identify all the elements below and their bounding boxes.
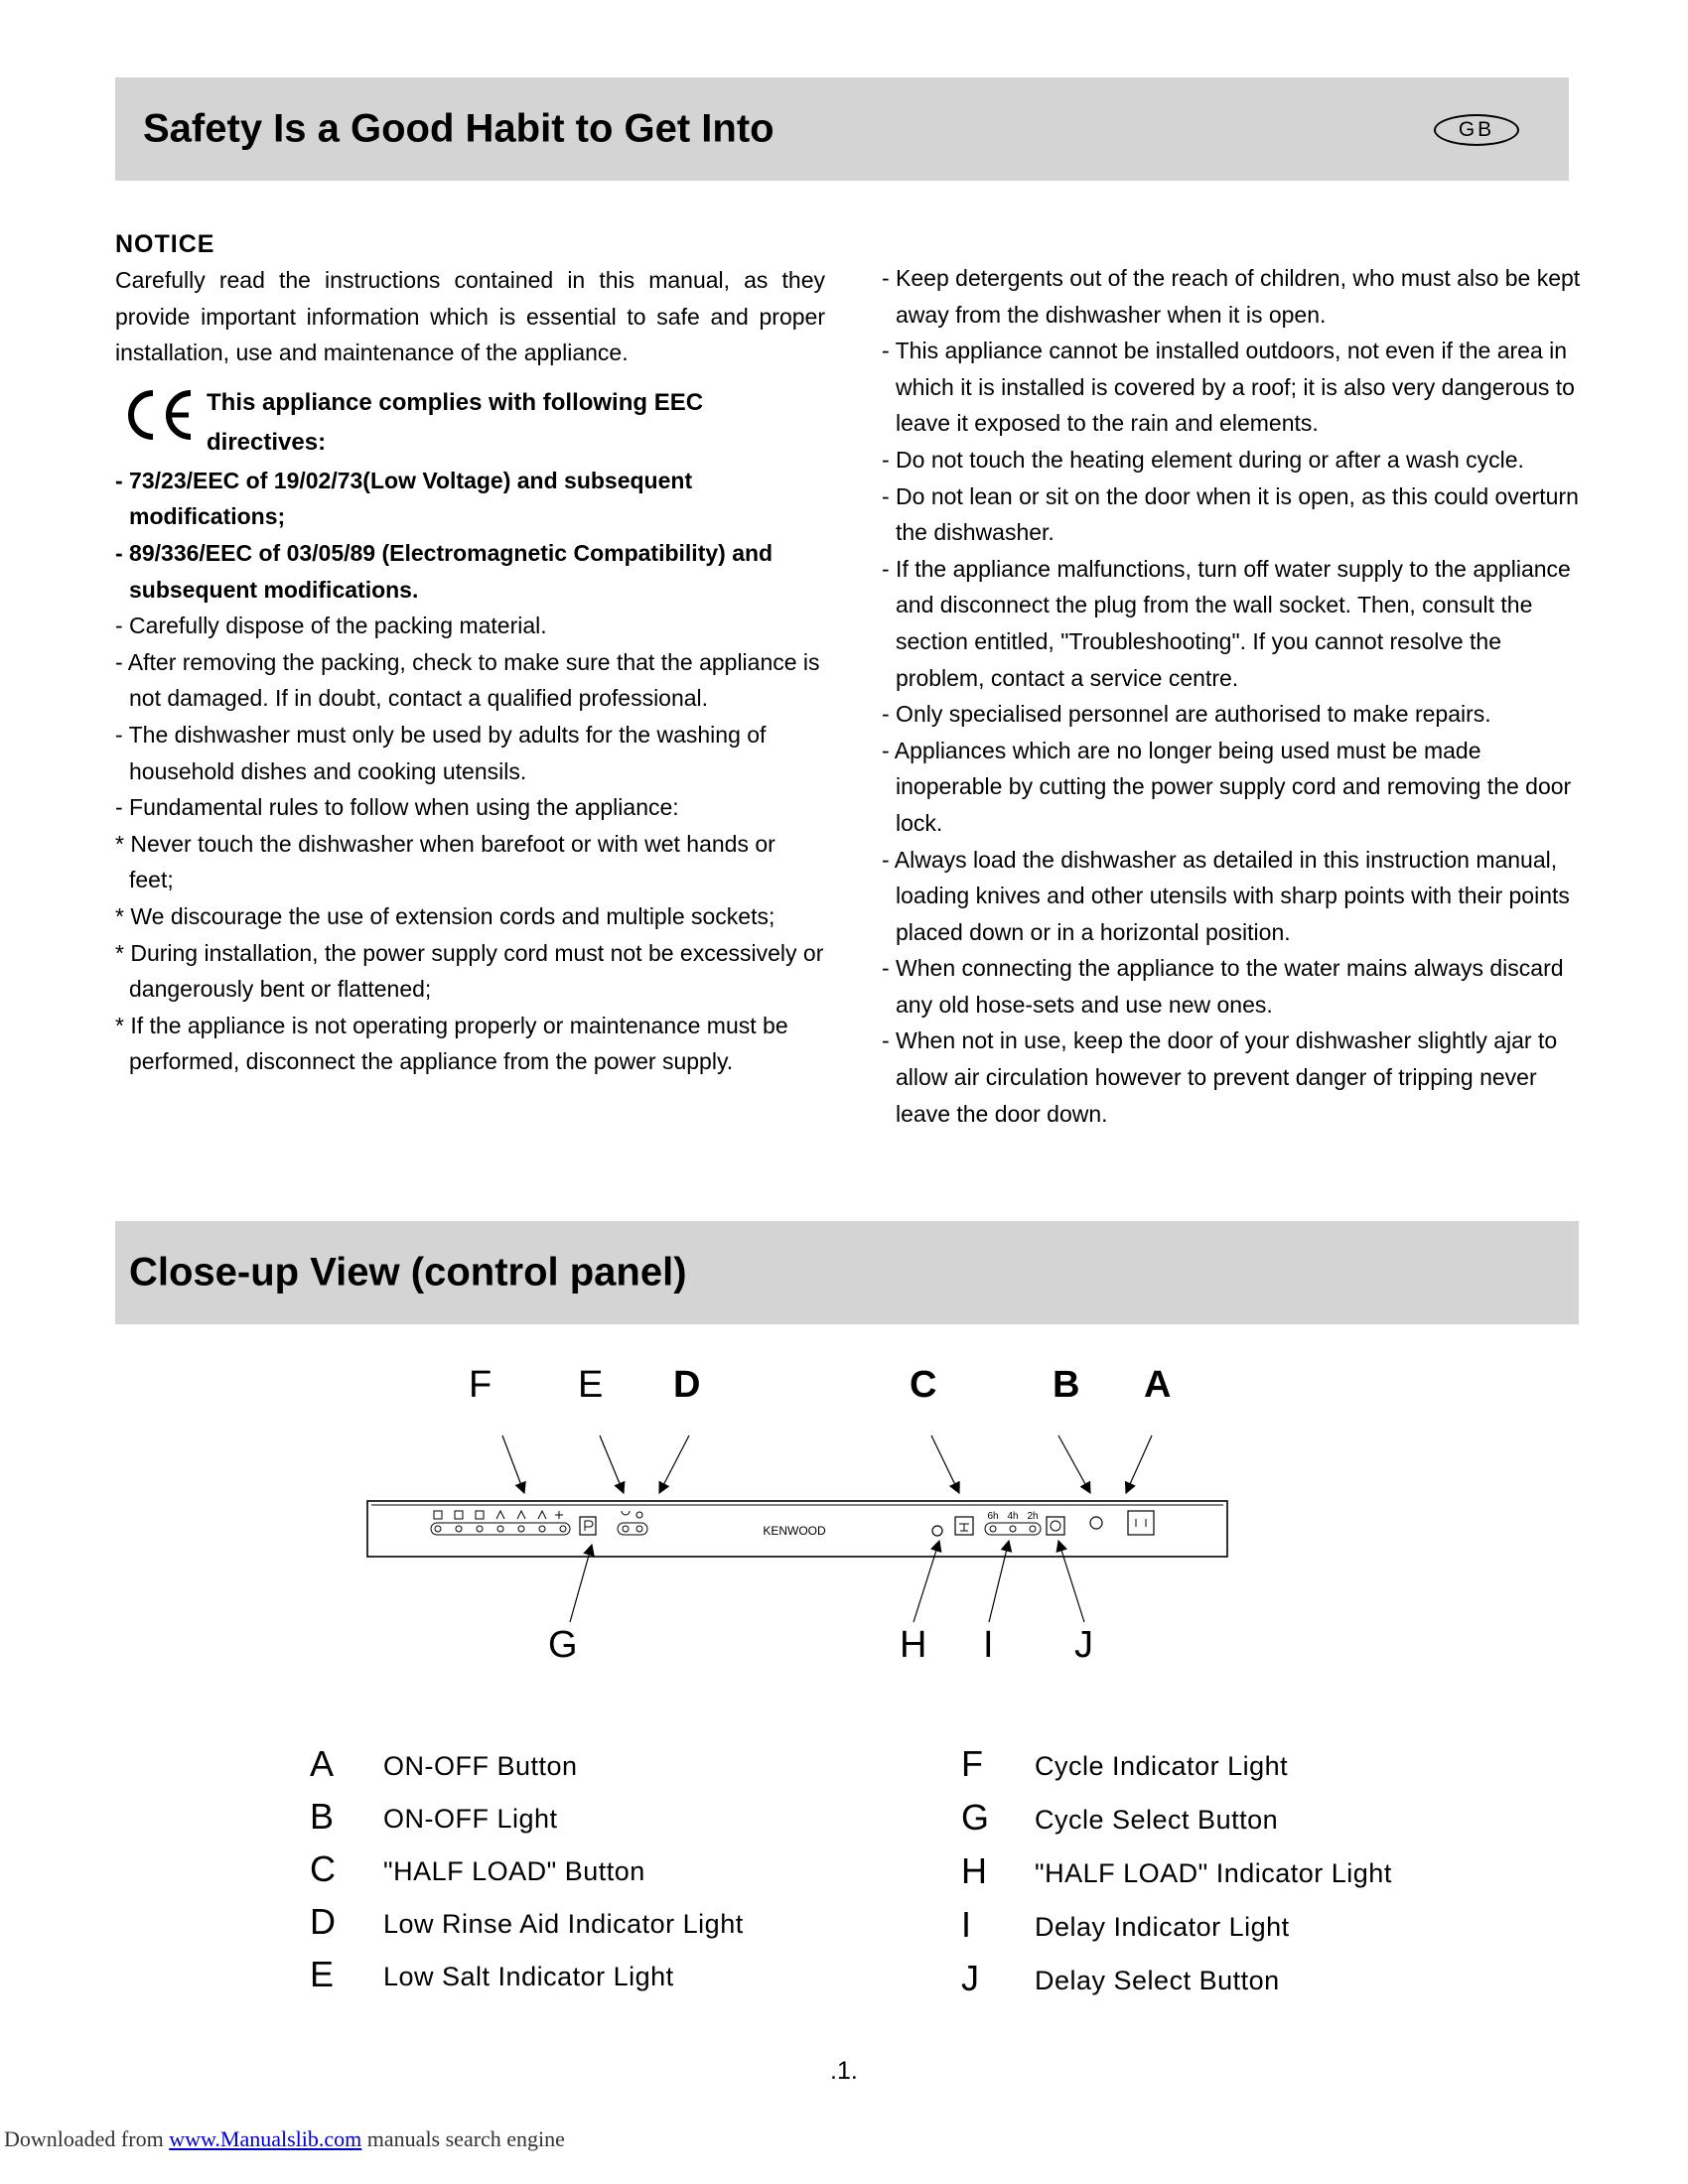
- safety-item: - If the appliance malfunctions, turn off water supply to the appliance and disconnect the plug from the wall socket. Then, consult the section entitled, "Troubleshooting". If you cannot resolve the problem, contact a service centre.: [882, 555, 1571, 691]
- callout-label-g: G: [548, 1624, 578, 1666]
- delay-label: 4h: [1007, 1511, 1019, 1522]
- on-off-button[interactable]: [1128, 1511, 1154, 1535]
- legend-text: Cycle Select Button: [1035, 1805, 1279, 1835]
- brand-logo: KENWOOD: [763, 1524, 826, 1538]
- legend-text: Delay Indicator Light: [1035, 1912, 1290, 1942]
- directive-emc: - 89/336/EEC of 03/05/89 (Electromagnetic Compatibility) and subsequent modifications.: [115, 539, 774, 603]
- safety-item: - The dishwasher must only be used by adults for the washing of household dishes and cooking utensils.: [115, 721, 767, 784]
- delay-select-button[interactable]: [1047, 1517, 1064, 1535]
- legend-letter: C: [310, 1848, 336, 1889]
- callout-label-a: A: [1144, 1364, 1172, 1406]
- manualslib-link[interactable]: www.Manualslib.com: [169, 2126, 362, 2151]
- legend-letter: E: [310, 1954, 335, 1994]
- half-load-button[interactable]: [955, 1517, 973, 1535]
- legend-letter: H: [961, 1850, 987, 1891]
- section-title: Safety Is a Good Habit to Get Into: [143, 106, 774, 151]
- ce-compliance-block: [115, 383, 825, 463]
- notice-right-column: [882, 260, 1589, 1132]
- legend-text: ON-OFF Light: [383, 1804, 558, 1834]
- legend-text: Low Salt Indicator Light: [383, 1962, 674, 1991]
- delay-label: 6h: [987, 1511, 999, 1522]
- safety-item: - Fundamental rules to follow when using the appliance:: [115, 794, 679, 821]
- legend-letter: F: [961, 1743, 983, 1784]
- language-badge: GB: [1434, 114, 1519, 146]
- safety-item: - Appliances which are no longer being used must be made inoperable by cutting the power supply cord and removing the door lock.: [882, 737, 1572, 836]
- callout-label-h: H: [900, 1624, 927, 1666]
- footer-prefix: Downloaded from: [4, 2126, 164, 2151]
- legend-letter: G: [961, 1797, 990, 1838]
- legend-text: Delay Select Button: [1035, 1966, 1280, 1995]
- callout-label-j: J: [1074, 1624, 1093, 1666]
- legend-letter: D: [310, 1901, 336, 1942]
- notice-left-column: [115, 226, 825, 1080]
- safety-item: - Keep detergents out of the reach of children, who must also be kept away from the dishwasher when it is open.: [882, 265, 1581, 328]
- section-title: Close-up View (control panel): [129, 1250, 687, 1295]
- callout-label-d: D: [673, 1364, 701, 1406]
- footer-suffix: manuals search engine: [361, 2126, 565, 2151]
- safety-rule: * Never touch the dishwasher when barefoot or with wet hands or feet;: [115, 830, 775, 893]
- notice-title: NOTICE: [115, 230, 215, 258]
- page-number: .1.: [830, 2057, 858, 2085]
- cycle-select-button[interactable]: [580, 1517, 596, 1535]
- safety-rule: * During installation, the power supply cord must not be excessively or dangerously bent or flattened;: [115, 939, 824, 1003]
- ce-mark-icon: [121, 387, 197, 443]
- callout-label-e: E: [578, 1364, 604, 1406]
- safety-item: - Carefully dispose of the packing material.: [115, 613, 547, 639]
- legend-text: "HALF LOAD" Indicator Light: [1035, 1858, 1392, 1888]
- ce-statement: This appliance complies with following EEC directives:: [207, 388, 704, 456]
- safety-item: - Always load the dishwasher as detailed in this instruction manual, loading knives and other utensils with sharp points with their points placed down or in a horizontal position.: [882, 846, 1570, 945]
- legend-letter: J: [961, 1958, 979, 1998]
- legend-letter: B: [310, 1796, 335, 1837]
- callout-label-f: F: [469, 1364, 492, 1406]
- safety-item: - Do not touch the heating element during or after a wash cycle.: [882, 446, 1524, 473]
- legend-text: ON-OFF Button: [383, 1751, 578, 1781]
- safety-item: - When not in use, keep the door of your dishwasher slightly ajar to allow air circulation however to prevent danger of tripping never leave the door down.: [882, 1027, 1558, 1127]
- legend-letter: I: [961, 1904, 972, 1945]
- section-header-safety: [115, 77, 1569, 181]
- download-footer: [4, 2126, 565, 2152]
- safety-item: - After removing the packing, check to make sure that the appliance is not damaged. If in doubt, contact a qualified professional.: [115, 648, 820, 712]
- callout-label-c: C: [910, 1364, 937, 1406]
- legend-letter: A: [310, 1743, 335, 1784]
- on-off-light: [1090, 1517, 1102, 1529]
- control-panel-illustration: [357, 1370, 1251, 1688]
- delay-label: 2h: [1027, 1511, 1039, 1522]
- safety-rule: * We discourage the use of extension cords and multiple sockets;: [115, 902, 775, 929]
- legend-text: Cycle Indicator Light: [1035, 1751, 1289, 1781]
- safety-item: - Only specialised personnel are authorised to make repairs.: [882, 701, 1491, 728]
- safety-item: - Do not lean or sit on the door when it is open, as this could overturn the dishwasher.: [882, 482, 1579, 546]
- safety-item: - This appliance cannot be installed outdoors, not even if the area in which it is installed is covered by a roof; it is also very dangerous to leave it exposed to the rain and elements.: [882, 338, 1575, 437]
- control-panel-diagram: [357, 1364, 1251, 1688]
- safety-rule: * If the appliance is not operating properly or maintenance must be performed, disconnect the appliance from the power supply.: [115, 1012, 788, 1075]
- directive-low-voltage: - 73/23/EEC of 19/02/73(Low Voltage) and subsequent modifications;: [115, 467, 693, 530]
- legend-text: "HALF LOAD" Button: [383, 1856, 645, 1886]
- callout-label-b: B: [1053, 1364, 1080, 1406]
- half-load-indicator-light: [932, 1526, 942, 1536]
- notice-intro: Carefully read the instructions contained in this manual, as they provide important information which is essential to safe and proper installation, use and maintenance of the appliance.: [115, 267, 825, 366]
- legend-text: Low Rinse Aid Indicator Light: [383, 1909, 744, 1939]
- section-header-control-panel: [115, 1221, 1579, 1324]
- safety-item: - When connecting the appliance to the water mains always discard any old hose-sets and use new ones.: [882, 955, 1564, 1018]
- callout-label-i: I: [983, 1624, 994, 1666]
